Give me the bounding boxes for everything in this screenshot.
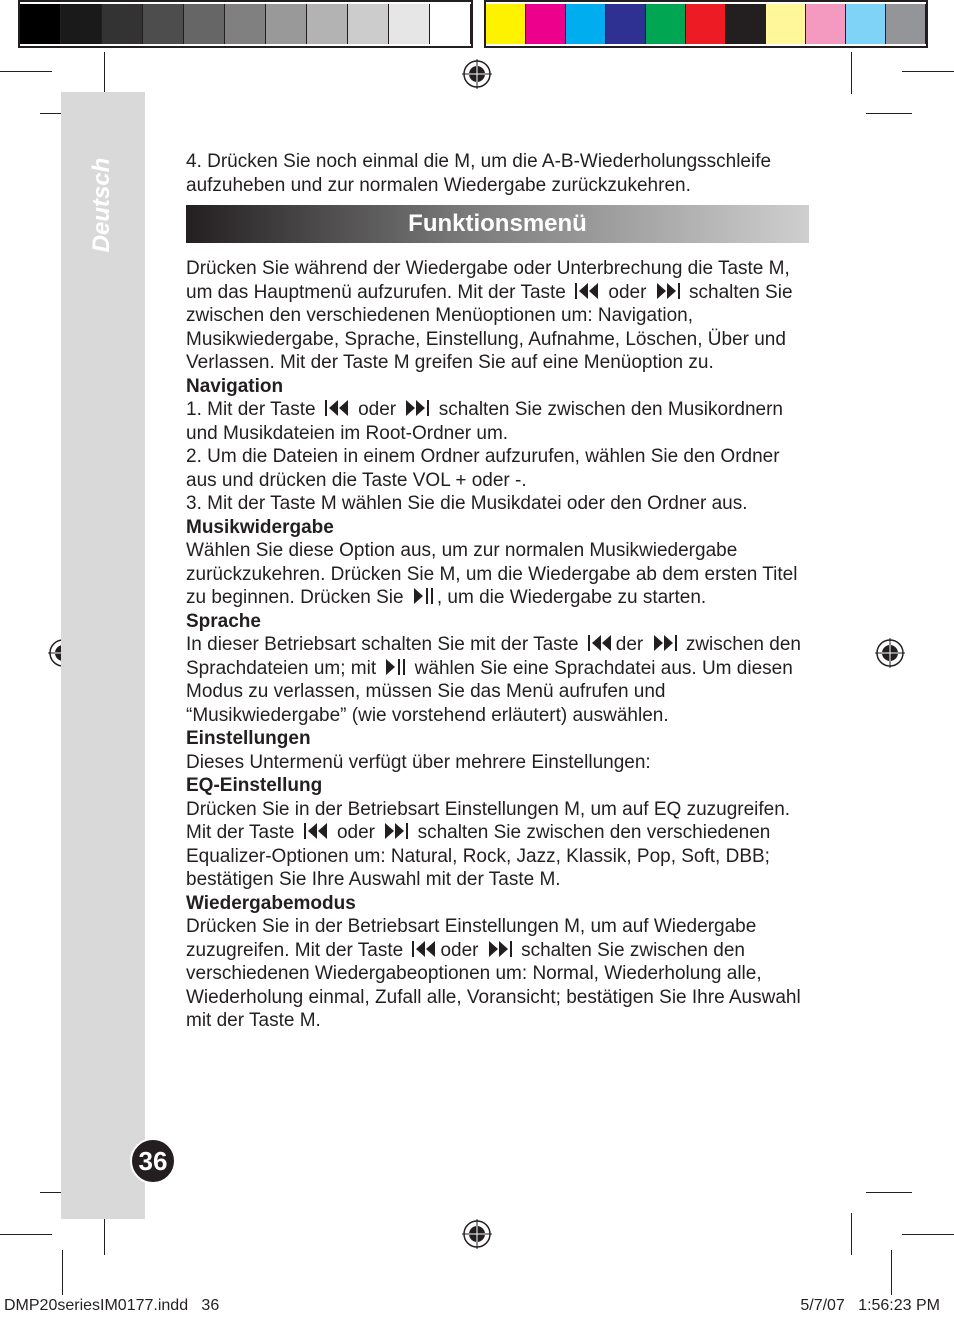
crop-mark — [866, 113, 912, 114]
color-swatch — [686, 4, 726, 44]
settings-heading: Einstellungen — [186, 728, 311, 749]
next-track-icon — [655, 281, 681, 301]
registration-mark-icon — [462, 1219, 492, 1249]
section-banner — [186, 205, 809, 243]
crop-mark — [0, 1234, 52, 1235]
color-swatch — [102, 4, 143, 44]
intro-paragraph: 4. Drücken Sie noch einmal die M, um die A-B-Wiederholungsschleife aufzuheben und zur normalen Wiedergabe zurückzukehren. — [186, 151, 772, 196]
function-menu-paragraph: Drücken Sie während der Wiedergabe oder Unterbrechung die Taste M, um das Hauptmenü aufzurufen. Mit der Taste oder schalten Sie zwischen den verschiedenen Menüoptionen um: Navigation, Musikwiedergabe, Sprache, Einstellung, Aufnahme, Löschen, Über und Verlassen. Mit der Taste M greifen Sie auf eine Menüoption zu. — [186, 258, 793, 373]
previous-track-icon — [324, 398, 350, 418]
banner-title: Funktionsmenü — [408, 210, 587, 238]
crop-mark — [851, 52, 852, 94]
crop-mark — [891, 1250, 892, 1295]
previous-track-icon — [587, 633, 613, 653]
navigation-step-2: 2. Um die Dateien in einem Ordner aufzurufen, wählen Sie den Ordner aus und drücken die Taste VOL + oder -. — [186, 446, 780, 491]
color-swatch — [606, 4, 646, 44]
settings-paragraph: Dieses Untermenü verfügt über mehrere Einstellungen: — [186, 751, 651, 773]
color-swatch — [766, 4, 806, 44]
language-sidebar — [61, 92, 145, 1219]
crop-mark — [104, 1213, 105, 1255]
crop-mark — [902, 1234, 954, 1235]
registration-mark-icon — [462, 59, 492, 89]
color-swatch — [348, 4, 389, 44]
page-number: 36 — [130, 1138, 176, 1184]
next-track-icon — [383, 821, 409, 841]
footer-file-info: DMP20seriesIM0177.indd 36 — [4, 1297, 220, 1314]
color-swatch — [526, 4, 566, 44]
page-content — [186, 150, 809, 1033]
color-swatch — [806, 4, 846, 44]
playmode-paragraph: Drücken Sie in der Betriebsart Einstellungen M, um auf Wiedergabe zuzugreifen. Mit der Taste oder schalten Sie zwischen den verschiedenen Wiedergabeoptionen um: Normal, Wiederholung alle, Wiederholung einmal, Zufall alle, Voransicht; bestätigen Sie Ihre Auswahl mit der Taste M. — [186, 916, 801, 1031]
crop-mark — [902, 71, 954, 72]
color-swatch — [61, 4, 102, 44]
play-pause-icon — [384, 657, 406, 677]
navigation-step-1: 1. Mit der Taste oder schalten Sie zwischen den Musikordnern und Musikdateien im Root-Ordner um. — [186, 399, 783, 444]
previous-track-icon — [303, 821, 329, 841]
language-paragraph: In dieser Betriebsart schalten Sie mit der Taste der zwischen den Sprachdateien um; mit wählen Sie eine Sprachdatei aus. Um diesen Modus zu verlassen, müssen Sie das Menü aufrufen und “Musikwiedergabe” (wie vorstehend erläutert) auswählen. — [186, 634, 801, 726]
next-track-icon — [487, 939, 513, 959]
previous-track-icon — [411, 939, 437, 959]
color-swatch — [225, 4, 266, 44]
color-swatch — [266, 4, 307, 44]
crop-mark — [62, 1250, 63, 1295]
playmode-heading: Wiedergabemodus — [186, 892, 356, 914]
next-track-icon — [404, 398, 430, 418]
previous-track-icon — [574, 281, 600, 301]
crop-mark — [0, 71, 52, 72]
process-color-bar — [484, 0, 928, 48]
language-heading: Sprache — [186, 610, 261, 632]
color-swatch — [307, 4, 348, 44]
next-track-icon — [652, 633, 678, 653]
footer-date-info: 5/7/07 1:56:23 PM — [800, 1297, 940, 1314]
crop-mark — [104, 52, 105, 94]
color-swatch — [430, 4, 471, 44]
color-swatch — [726, 4, 766, 44]
sidebar-language-label: Deutsch — [88, 157, 115, 253]
color-swatch — [566, 4, 606, 44]
color-swatch — [646, 4, 686, 44]
color-swatch — [846, 4, 886, 44]
crop-mark — [866, 1192, 912, 1193]
color-swatch — [143, 4, 184, 44]
navigation-heading: Navigation — [186, 375, 284, 397]
music-heading: Musikwidergabe — [186, 516, 334, 538]
crop-mark — [851, 1213, 852, 1255]
grayscale-color-bar — [18, 0, 473, 48]
play-pause-icon — [412, 586, 434, 606]
navigation-step-3: 3. Mit der Taste M wählen Sie die Musikdatei oder den Ordner aus. — [186, 493, 748, 514]
eq-paragraph: Drücken Sie in der Betriebsart Einstellungen M, um auf EQ zuzugreifen. Mit der Taste oder schalten Sie zwischen den verschiedenen Equalizer-Optionen um: Natural, Rock, Jazz, Klassik, Pop, Soft, DBB; bestätigen Sie Ihre Auswahl mit der Taste M. — [186, 798, 791, 890]
color-swatch — [389, 4, 430, 44]
registration-mark-icon — [875, 638, 905, 668]
color-swatch — [184, 4, 225, 44]
music-paragraph: Wählen Sie diese Option aus, um zur normalen Musikwiedergabe zurückzukehren. Drücken Sie M, um die Wiedergabe ab dem ersten Titel zu beginnen. Drücken Sie , um die Wiedergabe zu starten. — [186, 540, 798, 608]
color-swatch — [486, 4, 526, 44]
color-swatch — [886, 4, 926, 44]
color-swatch — [20, 4, 61, 44]
eq-heading: EQ-Einstellung — [186, 775, 323, 796]
